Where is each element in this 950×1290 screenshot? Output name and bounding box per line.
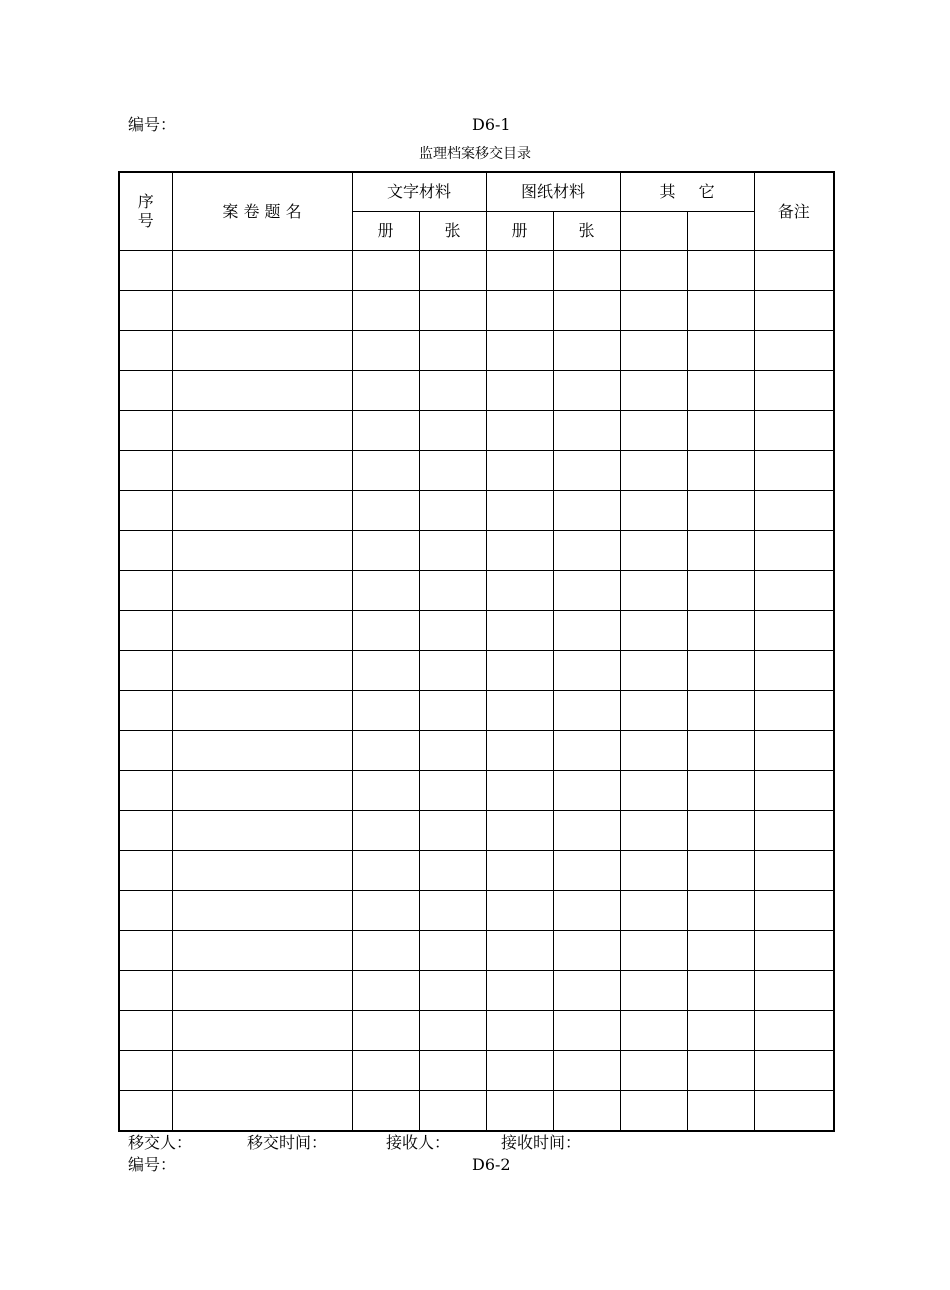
cell-title[interactable] [172, 931, 352, 971]
table-row [119, 531, 834, 571]
cell-title[interactable] [172, 1051, 352, 1091]
cell-drawing-volume[interactable] [486, 291, 553, 331]
cell-drawing-sheet[interactable] [553, 331, 620, 371]
cell-text-sheet[interactable] [419, 251, 486, 291]
cell-drawing-volume[interactable] [486, 931, 553, 971]
cell-text-volume[interactable] [352, 851, 419, 891]
cell-title[interactable] [172, 611, 352, 651]
other-sub-header-1 [620, 212, 687, 251]
cell-remark[interactable] [754, 771, 834, 811]
cell-drawing-volume[interactable] [486, 251, 553, 291]
cell-other-2[interactable] [687, 691, 754, 731]
cell-remark[interactable] [754, 491, 834, 531]
cell-seq[interactable] [119, 811, 172, 851]
cell-text-volume[interactable] [352, 931, 419, 971]
cell-other-2[interactable] [687, 451, 754, 491]
cell-remark[interactable] [754, 371, 834, 411]
receive-time-label: 接收时间： [501, 1133, 582, 1152]
col-other-header: 其 它 [620, 172, 754, 212]
table-row [119, 451, 834, 491]
table-row [119, 971, 834, 1011]
cell-remark[interactable] [754, 531, 834, 571]
cell-seq[interactable] [119, 731, 172, 771]
cell-drawing-sheet[interactable] [553, 811, 620, 851]
cell-remark[interactable] [754, 731, 834, 771]
cell-drawing-volume[interactable] [486, 1051, 553, 1091]
cell-drawing-sheet[interactable] [553, 931, 620, 971]
cell-text-volume[interactable] [352, 531, 419, 571]
cell-other-2[interactable] [687, 1091, 754, 1132]
cell-drawing-sheet[interactable] [553, 771, 620, 811]
cell-text-sheet[interactable] [419, 1011, 486, 1051]
cell-text-volume[interactable] [352, 371, 419, 411]
cell-seq[interactable] [119, 1091, 172, 1132]
cell-other-1[interactable] [620, 251, 687, 291]
cell-text-sheet[interactable] [419, 731, 486, 771]
cell-text-volume[interactable] [352, 411, 419, 451]
cell-text-sheet[interactable] [419, 1091, 486, 1132]
cell-drawing-volume[interactable] [486, 1091, 553, 1132]
cell-text-sheet[interactable] [419, 891, 486, 931]
cell-seq[interactable] [119, 331, 172, 371]
other-sub-header-2 [687, 212, 754, 251]
cell-text-volume[interactable] [352, 1051, 419, 1091]
cell-other-2[interactable] [687, 371, 754, 411]
col-text-material-header: 文字材料 [352, 172, 486, 212]
cell-title[interactable] [172, 411, 352, 451]
cell-title[interactable] [172, 571, 352, 611]
cell-drawing-sheet[interactable] [553, 891, 620, 931]
cell-drawing-sheet[interactable] [553, 411, 620, 451]
next-form-code: D6-2 [472, 1155, 511, 1174]
table-row [119, 771, 834, 811]
cell-title[interactable] [172, 1091, 352, 1132]
archive-transfer-table [118, 171, 835, 1132]
cell-text-sheet[interactable] [419, 451, 486, 491]
cell-other-1[interactable] [620, 611, 687, 651]
cell-drawing-sheet[interactable] [553, 851, 620, 891]
cell-remark[interactable] [754, 571, 834, 611]
cell-title[interactable] [172, 731, 352, 771]
cell-text-volume[interactable] [352, 971, 419, 1011]
cell-text-sheet[interactable] [419, 571, 486, 611]
cell-title[interactable] [172, 851, 352, 891]
form-number-label: 编号： [128, 115, 177, 134]
cell-text-sheet[interactable] [419, 491, 486, 531]
table-row [119, 891, 834, 931]
cell-drawing-sheet[interactable] [553, 531, 620, 571]
cell-drawing-sheet[interactable] [553, 571, 620, 611]
cell-remark[interactable] [754, 971, 834, 1011]
cell-remark[interactable] [754, 411, 834, 451]
table-row [119, 331, 834, 371]
cell-seq[interactable] [119, 291, 172, 331]
cell-drawing-sheet[interactable] [553, 971, 620, 1011]
cell-other-1[interactable] [620, 1011, 687, 1051]
cell-text-sheet[interactable] [419, 611, 486, 651]
table-row [119, 251, 834, 291]
cell-remark[interactable] [754, 291, 834, 331]
cell-other-1[interactable] [620, 411, 687, 451]
cell-remark[interactable] [754, 851, 834, 891]
cell-other-2[interactable] [687, 811, 754, 851]
cell-drawing-volume[interactable] [486, 771, 553, 811]
table-row [119, 1051, 834, 1091]
text-volume-header: 册 [352, 212, 419, 251]
table-row [119, 651, 834, 691]
cell-remark[interactable] [754, 1091, 834, 1132]
cell-other-2[interactable] [687, 731, 754, 771]
cell-drawing-volume[interactable] [486, 411, 553, 451]
table-row [119, 1011, 834, 1051]
cell-remark[interactable] [754, 451, 834, 491]
cell-title[interactable] [172, 811, 352, 851]
col-title-header: 案 卷 题 名 [172, 172, 352, 251]
cell-seq[interactable] [119, 371, 172, 411]
cell-other-1[interactable] [620, 291, 687, 331]
cell-remark[interactable] [754, 611, 834, 651]
cell-text-sheet[interactable] [419, 411, 486, 451]
cell-drawing-sheet[interactable] [553, 731, 620, 771]
col-seq-header: 序号 [119, 172, 172, 251]
cell-text-sheet[interactable] [419, 931, 486, 971]
cell-title[interactable] [172, 251, 352, 291]
cell-drawing-volume[interactable] [486, 371, 553, 411]
cell-other-1[interactable] [620, 691, 687, 731]
col-drawing-material-header: 图纸材料 [486, 172, 620, 212]
receiver-label: 接收人： [386, 1133, 451, 1152]
cell-text-sheet[interactable] [419, 771, 486, 811]
cell-other-1[interactable] [620, 491, 687, 531]
cell-other-2[interactable] [687, 491, 754, 531]
cell-title[interactable] [172, 1011, 352, 1051]
transfer-time-label: 移交时间： [247, 1133, 328, 1152]
cell-drawing-volume[interactable] [486, 611, 553, 651]
cell-text-sheet[interactable] [419, 811, 486, 851]
cell-title[interactable] [172, 491, 352, 531]
cell-drawing-volume[interactable] [486, 731, 553, 771]
cell-seq[interactable] [119, 651, 172, 691]
cell-other-1[interactable] [620, 531, 687, 571]
cell-other-2[interactable] [687, 891, 754, 931]
cell-seq[interactable] [119, 451, 172, 491]
cell-drawing-sheet[interactable] [553, 1091, 620, 1132]
transferor-label: 移交人： [128, 1133, 193, 1152]
next-form-number-label: 编号： [128, 1155, 177, 1174]
cell-text-volume[interactable] [352, 1011, 419, 1051]
cell-seq[interactable] [119, 891, 172, 931]
cell-text-volume[interactable] [352, 611, 419, 651]
cell-seq[interactable] [119, 531, 172, 571]
col-remark-header: 备注 [754, 172, 834, 251]
cell-text-volume[interactable] [352, 451, 419, 491]
cell-drawing-volume[interactable] [486, 651, 553, 691]
cell-other-1[interactable] [620, 771, 687, 811]
cell-drawing-sheet[interactable] [553, 1011, 620, 1051]
cell-other-2[interactable] [687, 1011, 754, 1051]
cell-title[interactable] [172, 771, 352, 811]
cell-drawing-volume[interactable] [486, 851, 553, 891]
cell-text-volume[interactable] [352, 771, 419, 811]
cell-drawing-sheet[interactable] [553, 691, 620, 731]
cell-text-volume[interactable] [352, 571, 419, 611]
cell-drawing-volume[interactable] [486, 691, 553, 731]
cell-other-1[interactable] [620, 931, 687, 971]
cell-other-1[interactable] [620, 971, 687, 1011]
cell-other-2[interactable] [687, 651, 754, 691]
table-row [119, 691, 834, 731]
cell-seq[interactable] [119, 491, 172, 531]
cell-other-1[interactable] [620, 371, 687, 411]
table-body [119, 251, 834, 1132]
table-row [119, 411, 834, 451]
cell-title[interactable] [172, 531, 352, 571]
cell-drawing-sheet[interactable] [553, 251, 620, 291]
cell-text-sheet[interactable] [419, 691, 486, 731]
cell-seq[interactable] [119, 1051, 172, 1091]
cell-drawing-sheet[interactable] [553, 651, 620, 691]
cell-text-volume[interactable] [352, 651, 419, 691]
cell-other-2[interactable] [687, 1051, 754, 1091]
cell-text-sheet[interactable] [419, 851, 486, 891]
cell-other-2[interactable] [687, 771, 754, 811]
cell-title[interactable] [172, 331, 352, 371]
cell-text-volume[interactable] [352, 811, 419, 851]
cell-other-1[interactable] [620, 811, 687, 851]
cell-drawing-sheet[interactable] [553, 1051, 620, 1091]
table-row [119, 851, 834, 891]
cell-drawing-volume[interactable] [486, 811, 553, 851]
cell-remark[interactable] [754, 891, 834, 931]
table-row [119, 371, 834, 411]
table-row [119, 811, 834, 851]
cell-seq[interactable] [119, 411, 172, 451]
cell-remark[interactable] [754, 651, 834, 691]
cell-other-1[interactable] [620, 851, 687, 891]
cell-seq[interactable] [119, 971, 172, 1011]
cell-title[interactable] [172, 691, 352, 731]
table-row [119, 611, 834, 651]
cell-text-volume[interactable] [352, 251, 419, 291]
table-row [119, 291, 834, 331]
cell-remark[interactable] [754, 331, 834, 371]
cell-title[interactable] [172, 971, 352, 1011]
cell-seq[interactable] [119, 1011, 172, 1051]
cell-text-volume[interactable] [352, 291, 419, 331]
drawing-sheet-header: 张 [553, 212, 620, 251]
cell-other-2[interactable] [687, 291, 754, 331]
cell-drawing-sheet[interactable] [553, 371, 620, 411]
cell-drawing-volume[interactable] [486, 491, 553, 531]
cell-other-2[interactable] [687, 531, 754, 571]
cell-seq[interactable] [119, 931, 172, 971]
cell-title[interactable] [172, 371, 352, 411]
cell-other-1[interactable] [620, 1091, 687, 1132]
cell-other-2[interactable] [687, 251, 754, 291]
cell-other-1[interactable] [620, 1051, 687, 1091]
table-row [119, 931, 834, 971]
table-row [119, 731, 834, 771]
cell-text-sheet[interactable] [419, 651, 486, 691]
cell-drawing-volume[interactable] [486, 331, 553, 371]
cell-drawing-volume[interactable] [486, 1011, 553, 1051]
cell-drawing-volume[interactable] [486, 571, 553, 611]
cell-other-1[interactable] [620, 571, 687, 611]
drawing-volume-header: 册 [486, 212, 553, 251]
cell-remark[interactable] [754, 1051, 834, 1091]
cell-title[interactable] [172, 651, 352, 691]
cell-seq[interactable] [119, 851, 172, 891]
cell-other-2[interactable] [687, 411, 754, 451]
cell-remark[interactable] [754, 691, 834, 731]
cell-seq[interactable] [119, 691, 172, 731]
cell-seq[interactable] [119, 251, 172, 291]
cell-text-sheet[interactable] [419, 331, 486, 371]
cell-text-sheet[interactable] [419, 1051, 486, 1091]
cell-other-1[interactable] [620, 891, 687, 931]
cell-text-sheet[interactable] [419, 291, 486, 331]
cell-drawing-volume[interactable] [486, 971, 553, 1011]
cell-drawing-volume[interactable] [486, 531, 553, 571]
form-code: D6-1 [472, 115, 511, 134]
cell-other-2[interactable] [687, 851, 754, 891]
cell-remark[interactable] [754, 251, 834, 291]
cell-text-volume[interactable] [352, 731, 419, 771]
cell-other-1[interactable] [620, 731, 687, 771]
cell-drawing-volume[interactable] [486, 891, 553, 931]
cell-title[interactable] [172, 891, 352, 931]
page-title: 监理档案移交目录 [419, 146, 531, 162]
cell-title[interactable] [172, 451, 352, 491]
cell-text-sheet[interactable] [419, 371, 486, 411]
cell-text-volume[interactable] [352, 1091, 419, 1132]
cell-other-2[interactable] [687, 931, 754, 971]
cell-drawing-volume[interactable] [486, 451, 553, 491]
table-row [119, 1091, 834, 1132]
cell-other-2[interactable] [687, 331, 754, 371]
cell-other-2[interactable] [687, 971, 754, 1011]
cell-drawing-sheet[interactable] [553, 291, 620, 331]
cell-other-1[interactable] [620, 331, 687, 371]
cell-drawing-sheet[interactable] [553, 491, 620, 531]
cell-drawing-sheet[interactable] [553, 611, 620, 651]
cell-text-volume[interactable] [352, 891, 419, 931]
cell-remark[interactable] [754, 811, 834, 851]
cell-text-volume[interactable] [352, 491, 419, 531]
cell-text-volume[interactable] [352, 691, 419, 731]
header-row-1 [119, 172, 834, 212]
cell-seq[interactable] [119, 771, 172, 811]
cell-remark[interactable] [754, 931, 834, 971]
cell-text-volume[interactable] [352, 331, 419, 371]
cell-seq[interactable] [119, 571, 172, 611]
cell-other-1[interactable] [620, 651, 687, 691]
cell-drawing-sheet[interactable] [553, 451, 620, 491]
cell-other-2[interactable] [687, 571, 754, 611]
cell-other-2[interactable] [687, 611, 754, 651]
cell-remark[interactable] [754, 1011, 834, 1051]
cell-text-sheet[interactable] [419, 971, 486, 1011]
cell-seq[interactable] [119, 611, 172, 651]
text-sheet-header: 张 [419, 212, 486, 251]
cell-other-1[interactable] [620, 451, 687, 491]
cell-title[interactable] [172, 291, 352, 331]
cell-text-sheet[interactable] [419, 531, 486, 571]
table-row [119, 491, 834, 531]
table-row [119, 571, 834, 611]
